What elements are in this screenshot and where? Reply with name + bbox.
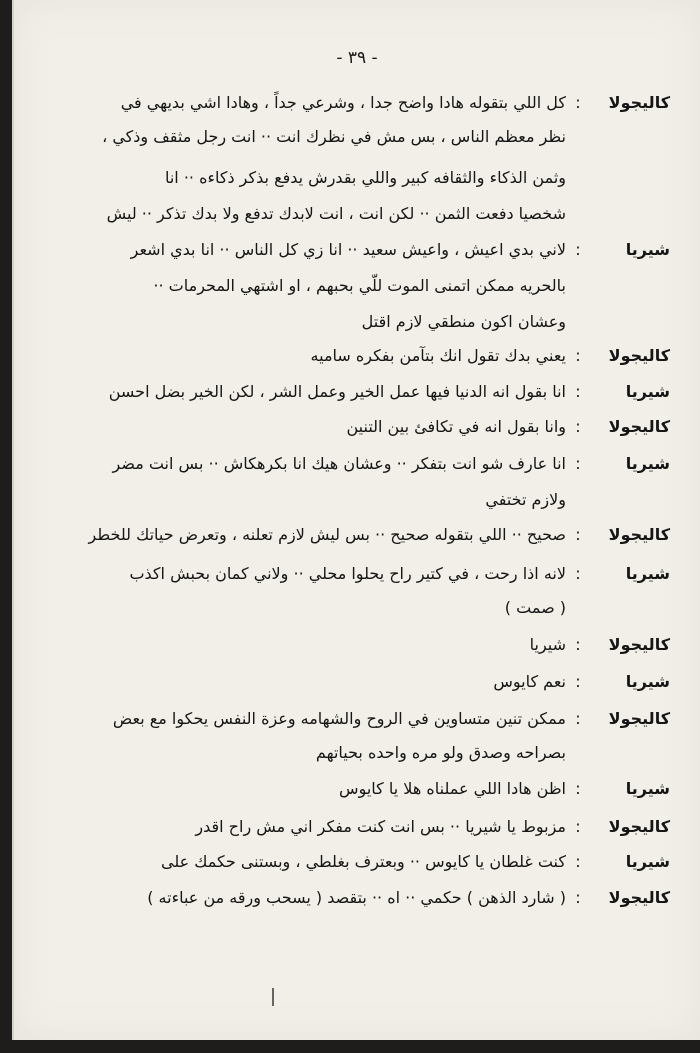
script-line (38, 451, 670, 479)
ink-mark (272, 988, 274, 1006)
stage-direction: ( صمت ) (504, 598, 566, 617)
dialogue-text: بصراحه وصدق ولو مره واحده بحياتهم (315, 743, 566, 762)
script-line (38, 124, 670, 152)
speaker-colon: : (575, 672, 581, 691)
speaker-name: شيريا (625, 852, 670, 871)
speaker-colon: : (575, 852, 581, 871)
dialogue-text: ممكن تنين متساوين في الروح والشهامه وعزة النفس يحكوا مع بعض (112, 709, 566, 728)
speaker-colon: : (575, 709, 581, 728)
speaker-name: كاليجولا (608, 346, 670, 365)
script-line (38, 706, 670, 734)
speaker-colon: : (575, 888, 581, 907)
speaker-name: شيريا (625, 454, 670, 473)
script-line (38, 237, 670, 265)
dialogue-text: بالحريه ممكن اتمنى الموت للّي بحبهم ، او اشتهي المحرمات ·· (153, 276, 566, 295)
speaker-name: شيريا (625, 779, 670, 798)
script-line (38, 595, 670, 623)
dialogue-text: نعم كايوس (493, 672, 566, 691)
dialogue-text: كل اللي بتقوله هادا واضح جدا ، وشرعي جداً ، وهادا اشي بديهي في (120, 93, 566, 112)
dialogue-text: انا بقول انه الدنيا فيها عمل الخير وعمل الشر ، لكن الخير بضل احسن (108, 382, 566, 401)
script-line (38, 632, 670, 660)
speaker-name: شيريا (625, 672, 670, 691)
speaker-colon: : (575, 564, 581, 583)
dialogue-text: كنت غلطان يا كايوس ·· وبعترف بغلطي ، وبستنى حكمك على (161, 852, 566, 871)
dialogue-text: وثمن الذكاء والثقافه كبير واللي بقدرش يدفع بذكر ذكاءه ·· انا (164, 168, 566, 187)
speaker-colon: : (575, 635, 581, 654)
speaker-colon: : (575, 779, 581, 798)
script-line (38, 740, 670, 768)
script-line (38, 522, 670, 550)
document-page (12, 0, 700, 1040)
speaker-name: كاليجولا (608, 888, 670, 907)
dialogue-text: ولازم تختفي (485, 490, 566, 509)
script-line (38, 343, 670, 371)
speaker-name: كاليجولا (608, 635, 670, 654)
speaker-colon: : (575, 417, 581, 436)
dialogue-text: انا عارف شو انت بتفكر ·· وعشان هيك انا بكرهكاش ·· بس انت مضر (112, 454, 566, 473)
script-line (38, 669, 670, 697)
script-line (38, 201, 670, 229)
script-line (38, 814, 670, 842)
speaker-name: شيريا (625, 564, 670, 583)
speaker-name: كاليجولا (608, 709, 670, 728)
script-line (38, 885, 670, 913)
speaker-name: كاليجولا (608, 525, 670, 544)
dialogue-text: صحيح ·· اللي بتقوله صحيح ·· بس ليش لازم تعلنه ، وتعرض حياتك للخطر (88, 525, 566, 544)
dialogue-text: مزبوط يا شيريا ·· بس انت كنت مفكر اني مش راح اقدر (195, 817, 566, 836)
page-number: - ٣٩ - (336, 48, 378, 68)
speaker-name: شيريا (625, 382, 670, 401)
speaker-colon: : (575, 93, 581, 112)
script-line (38, 849, 670, 877)
speaker-colon: : (575, 240, 581, 259)
dialogue-text: يعني بدك تقول انك بتآمن بفكره ساميه (310, 346, 566, 365)
dialogue-text: ( شارد الذهن ) حكمي ·· اه ·· بتقصد ( يسحب ورقه من عباءته ) (147, 888, 566, 907)
speaker-colon: : (575, 817, 581, 836)
dialogue-text: لانه اذا رحت ، في كتير راح يحلوا محلي ·· ولاني كمان بحبش اكذب (129, 564, 566, 583)
speaker-name: كاليجولا (608, 817, 670, 836)
dialogue-text: وانا بقول انه في تكافئ بين التنين (346, 417, 566, 436)
script-line (38, 90, 670, 118)
script-line (38, 379, 670, 407)
dialogue-text: نظر معظم الناس ، بس مش في نظرك انت ·· انت رجل مثقف وذكي ، (102, 127, 566, 146)
script-line (38, 165, 670, 193)
script-line (38, 414, 670, 442)
script-line (38, 776, 670, 804)
dialogue-text: اظن هادا اللي عملناه هلا يا كايوس (339, 779, 566, 798)
speaker-colon: : (575, 454, 581, 473)
script-line (38, 273, 670, 301)
speaker-colon: : (575, 346, 581, 365)
dialogue-text: لاني بدي اعيش ، واعيش سعيد ·· انا زي كل الناس ·· انا بدي اشعر (130, 240, 566, 259)
speaker-colon: : (575, 525, 581, 544)
dialogue-text: وعشان اكون منطقي لازم اقتل (361, 312, 566, 331)
speaker-colon: : (575, 382, 581, 401)
speaker-name: كاليجولا (608, 93, 670, 112)
script-line (38, 561, 670, 589)
speaker-name: كاليجولا (608, 417, 670, 436)
dialogue-text: شيريا (529, 635, 566, 654)
script-line (38, 487, 670, 515)
speaker-name: شيريا (625, 240, 670, 259)
dialogue-text: شخصيا دفعت الثمن ·· لكن انت ، انت لابدك تدفع ولا بدك تذكر ·· ليش (106, 204, 566, 223)
script-line (38, 309, 670, 337)
